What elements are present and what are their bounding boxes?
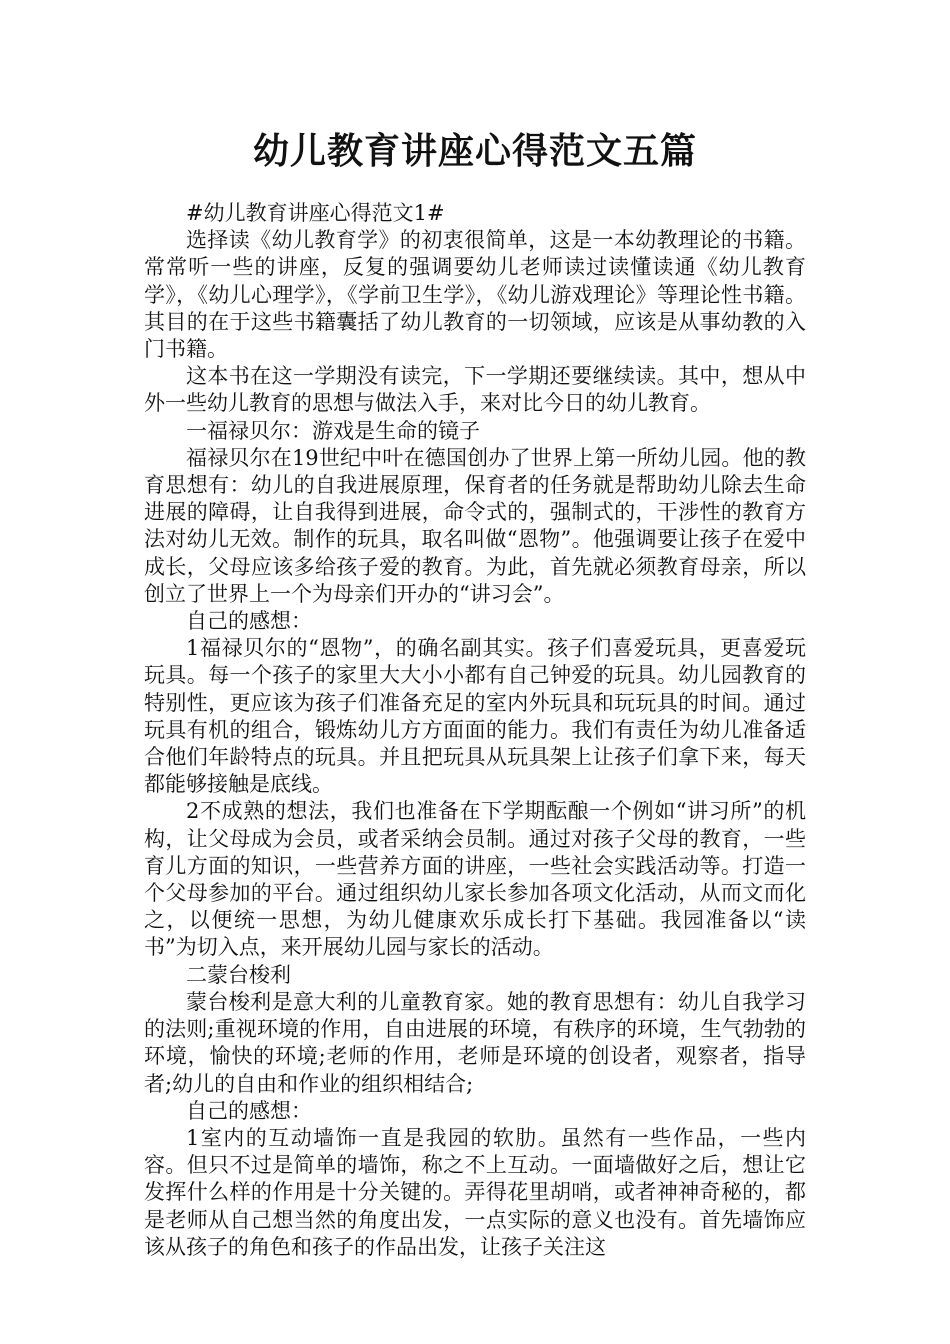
section-heading-montessori: 二蒙台梭利 — [186, 962, 291, 987]
paragraph: 2不成熟的想法，我们也准备在下学期酝酿一个例如“讲习所”的机构，让父母成为会员，或者采纳会员制。通过对孩子父母的教育，一些育儿方面的知识，一些营养方面的讲座，一些社会实践活动等。打造一个父母参加的平台。通过组织幼儿家长参加各项文化活动，从而文而化之，以便统一思想，为幼儿健康欢乐成长打下基础。我园准备以“读书”为切入点，来开展幼儿园与家长的活动。 — [144, 799, 806, 960]
paragraph: 福禄贝尔在19世纪中叶在德国创办了世界上第一所幼儿园。他的教育思想有：幼儿的自我进展原理，保育者的任务就是帮助幼儿除去生命进展的障碍，让自我得到进展，命令式的，强制式的，干涉性的教育方法对幼儿无效。制作的玩具，取名叫做“恩物”。他强调要让孩子在爱中成长，父母应该多给孩子爱的教育。为此，首先就必须教育母亲，所以创立了世界上一个为母亲们开办的“讲习会”。 — [144, 445, 806, 606]
paragraph-heading-1: #幼儿教育讲座心得范文1# — [186, 201, 445, 225]
reflection-label: 自己的感想： — [186, 1098, 312, 1123]
document-title: 幼儿教育讲座心得范文五篇 — [252, 131, 697, 172]
paragraph: 选择读《幼儿教育学》的初衷很简单，这是一本幼教理论的书籍。常常听一些的讲座，反复的强调要幼儿老师读过读懂读通《幼儿教育学》，《幼儿心理学》，《学前卫生学》，《幼儿游戏理论》等理论性书籍。其目的在于这些书籍囊括了幼儿教育的一切领域，应该是从事幼教的入门书籍。 — [144, 228, 806, 362]
paragraph: 蒙台梭利是意大利的儿童教育家。她的教育思想有：幼儿自我学习的法则;重视环境的作用，自由进展的环境，有秩序的环境，生气勃勃的环境，愉快的环境;老师的作用，老师是环境的创设者，观察者，指导者;幼儿的自由和作业的组织相结合; — [144, 989, 806, 1096]
paragraph: 1福禄贝尔的“恩物”，的确名副其实。孩子们喜爱玩具，更喜爱玩玩具。每一个孩子的家里大大小小都有自己钟爱的玩具。幼儿园教育的特别性，更应该为孩子们准备充足的室内外玩具和玩玩具的时间。通过玩具有机的组合，锻炼幼儿方方面面的能力。我们有责任为幼儿准备适合他们年龄特点的玩具。并且把玩具从玩具架上让孩子们拿下来，每天都能够接触是底线。 — [144, 636, 806, 797]
paragraph: 1室内的互动墙饰一直是我园的软肋。虽然有一些作品，一些内容。但只不过是简单的墙饰，称之不上互动。一面墙做好之后，想让它发挥什么样的作用是十分关键的。弄得花里胡哨，或者神神奇秘的，都是老师从自己想当然的角度出发，一点实际的意义也没有。首先墙饰应该从孩子的角色和孩子的作品出发，让孩子关注这 — [144, 1125, 806, 1259]
document-body — [144, 200, 806, 1261]
reflection-label: 自己的感想： — [186, 609, 312, 634]
section-heading-froebel: 一福禄贝尔：游戏是生命的镜子 — [186, 418, 480, 443]
paragraph: 这本书在这一学期没有读完，下一学期还要继续读。其中，想从中外一些幼儿教育的思想与做法入手，来对比今日的幼儿教育。 — [144, 364, 806, 416]
